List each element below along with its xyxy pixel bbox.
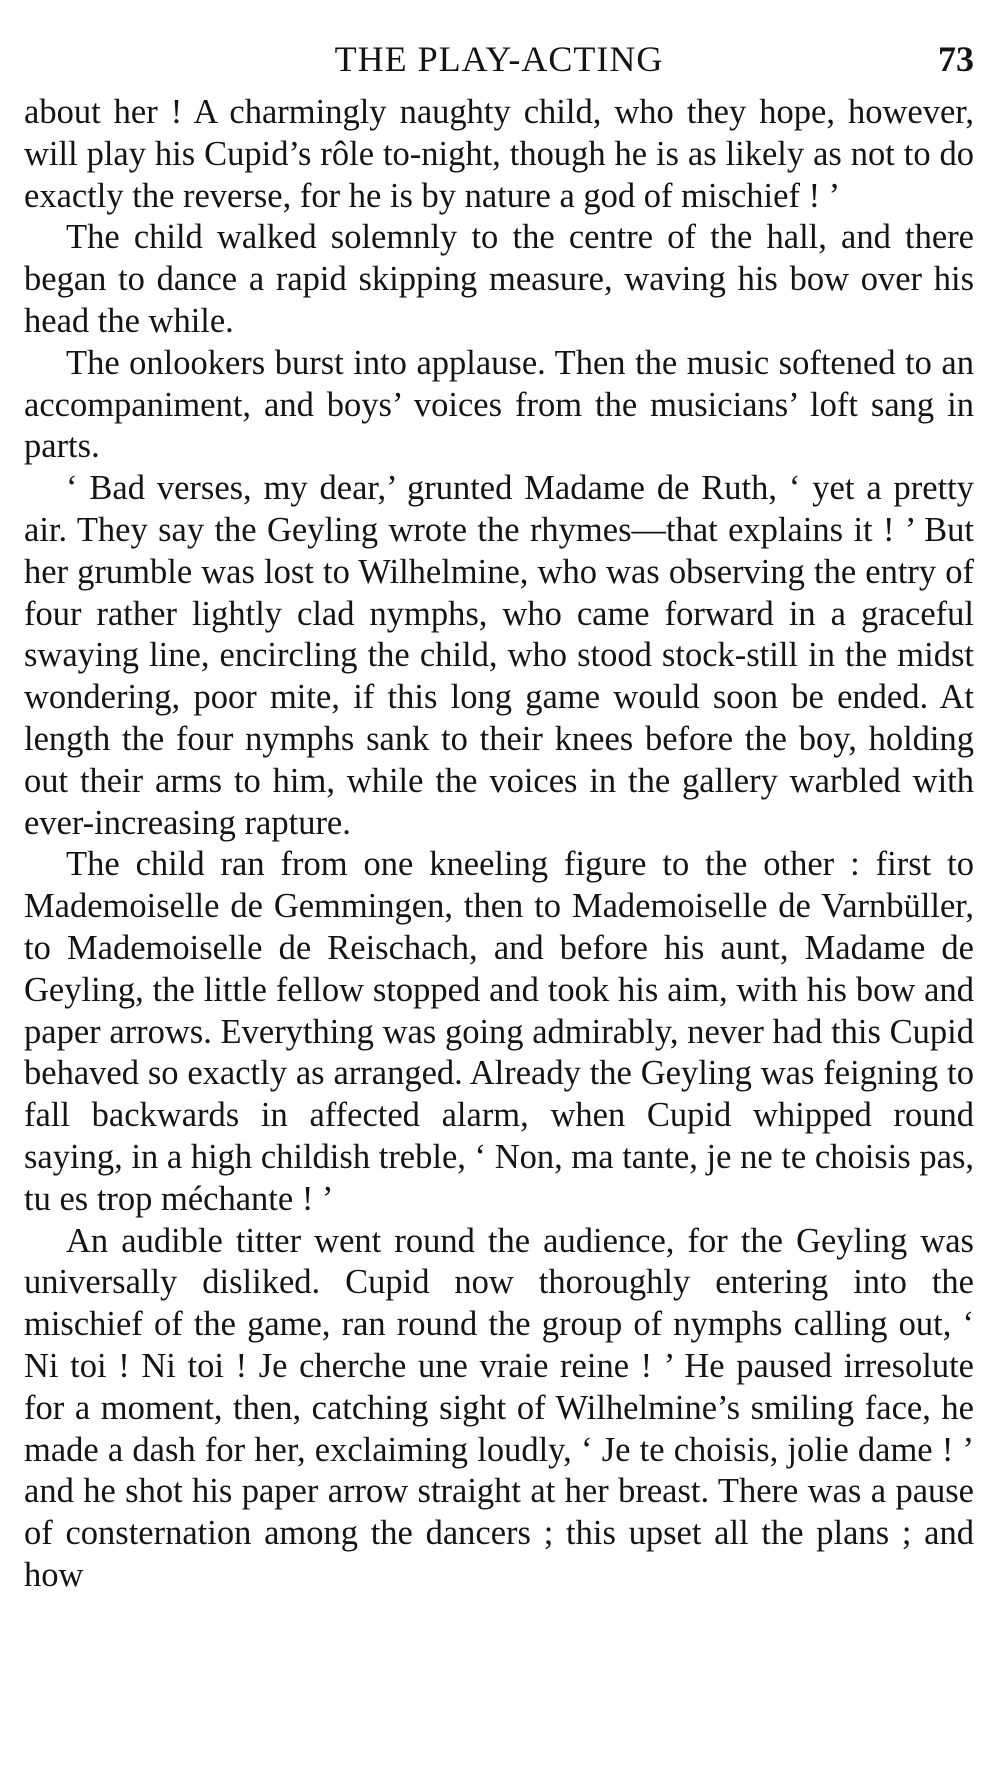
page-header (24, 30, 974, 92)
paragraph-3: The onlookers burst into applause. Then the music softened to an accompaniment, and boys’ voices from the musicians’ loft sang in parts. (24, 343, 974, 466)
paragraph-4: ‘ Bad verses, my dear,’ grunted Madame de Ruth, ‘ yet a pretty air. They say the Geyling wrote the rhymes—that explains it ! ’ But her grumble was lost to Wilhelmine, who was observing the entry of four rather lightly clad nymphs, who came forward in a graceful swaying line, encircling the child, who stood stock-still in the midst wondering, poor mite, if this long game would soon be ended. At length the four nymphs sank to their knees before the boy, holding out their arms to him, while the voices in the gallery warbled with ever-increasing rapture. (24, 469, 974, 842)
body-text (24, 92, 974, 1597)
book-page (24, 30, 974, 1597)
paragraph-2: The child walked solemnly to the centre of the hall, and there began to dance a rapid skipping measure, waving his bow over his head the while. (24, 218, 974, 340)
paragraph-1: about her ! A charmingly naughty child, who they hope, however, will play his Cupid’s rôle to-night, though he is as likely as not to do exactly the reverse, for he is by nature a god of mischief ! ’ (24, 93, 974, 215)
paragraph-5: The child ran from one kneeling figure to the other : first to Mademoiselle de Gemmingen, then to Mademoiselle de Varnbüller, to Mademoiselle de Reischach, and before his aunt, Madame de Geyling, the little fellow stopped and took his aim, with his bow and paper arrows. Everything was going admirably, never had this Cupid behaved so exactly as arranged. Already the Geyling was feigning to fall backwards in affected alarm, when Cupid whipped round saying, in a high childish treble, ‘ Non, ma tante, je ne te choisis pas, tu es trop méchante ! ’ (24, 845, 974, 1218)
running-title: THE PLAY-ACTING (334, 39, 664, 79)
page-number: 73 (938, 39, 974, 79)
paragraph-6: An audible titter went round the audience, for the Geyling was universally disliked. Cupid now thoroughly entering into the mischief of the game, ran round the group of nymphs calling out, ‘ Ni toi ! Ni toi ! Je cherche une vraie reine ! ’ He paused irresolute for a moment, then, catching sight of Wilhelmine’s smiling face, he made a dash for her, exclaiming loudly, ‘ Je te choisis, jolie dame ! ’ and he shot his paper arrow straight at her breast. There was a pause of consternation among the dancers ; this upset all the plans ; and how (24, 1221, 974, 1594)
